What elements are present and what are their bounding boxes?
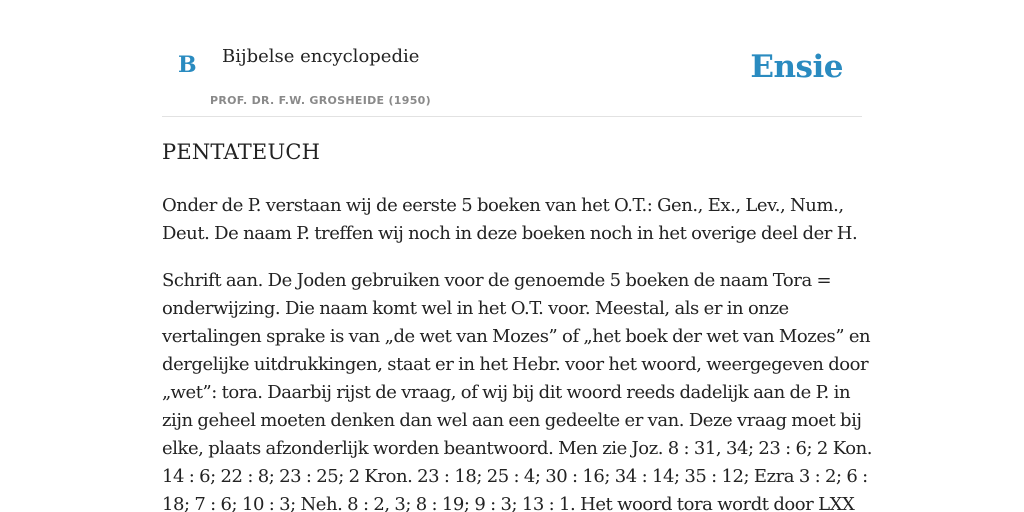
book-title-link[interactable]: Bijbelse encyclopedie xyxy=(222,46,420,67)
entry-title: PENTATEUCH xyxy=(162,140,321,164)
paragraph-line: „wet”: tora. Daarbij rijst de vraag, of wij bij dit woord reeds dadelijk aan de P. in xyxy=(162,382,851,403)
paragraph xyxy=(162,192,862,248)
paragraph-line: Onder de P. verstaan wij de eerste 5 boeken van het O.T.: Gen., Ex., Lev., Num., xyxy=(162,195,844,216)
paragraph-line: 18; 7 : 6; 10 : 3; Neh. 8 : 2, 3; 8 : 19; 9 : 3; 13 : 1. Het woord tora wordt door LXX xyxy=(162,494,855,512)
paragraph-line: vertalingen sprake is van „de wet van Mozes” of „het boek der wet van Mozes” en xyxy=(162,326,871,347)
brand-logo[interactable]: Ensie xyxy=(750,49,843,85)
book-logo-letter[interactable]: B xyxy=(178,52,197,78)
paragraph-line: zijn geheel moeten denken dan wel aan een gedeelte er van. Deze vraag moet bij xyxy=(162,410,862,431)
paragraph-line: Schrift aan. De Joden gebruiken voor de genoemde 5 boeken de naam Tora = xyxy=(162,270,832,291)
paragraph-line: dergelijke uitdrukkingen, staat er in het Hebr. voor het woord, weergegeven door xyxy=(162,354,869,375)
paragraph-line: 14 : 6; 22 : 8; 23 : 25; 2 Kron. 23 : 18; 25 : 4; 30 : 16; 34 : 14; 35 : 12; Ezra 3 : 2; 6 : xyxy=(162,466,868,487)
paragraph xyxy=(162,267,873,512)
book-author: PROF. DR. F.W. GROSHEIDE (1950) xyxy=(210,94,431,107)
paragraph-line: onderwijzing. Die naam komt wel in het O.T. voor. Meestal, als er in onze xyxy=(162,298,789,319)
entry-body xyxy=(162,192,873,512)
paragraph-line: elke, plaats afzonderlijk worden beantwoord. Men zie Joz. 8 : 31, 34; 23 : 6; 2 Kon. xyxy=(162,438,873,459)
page-header xyxy=(162,0,862,117)
paragraph-line: Deut. De naam P. treffen wij noch in deze boeken noch in het overige deel der H. xyxy=(162,223,858,244)
